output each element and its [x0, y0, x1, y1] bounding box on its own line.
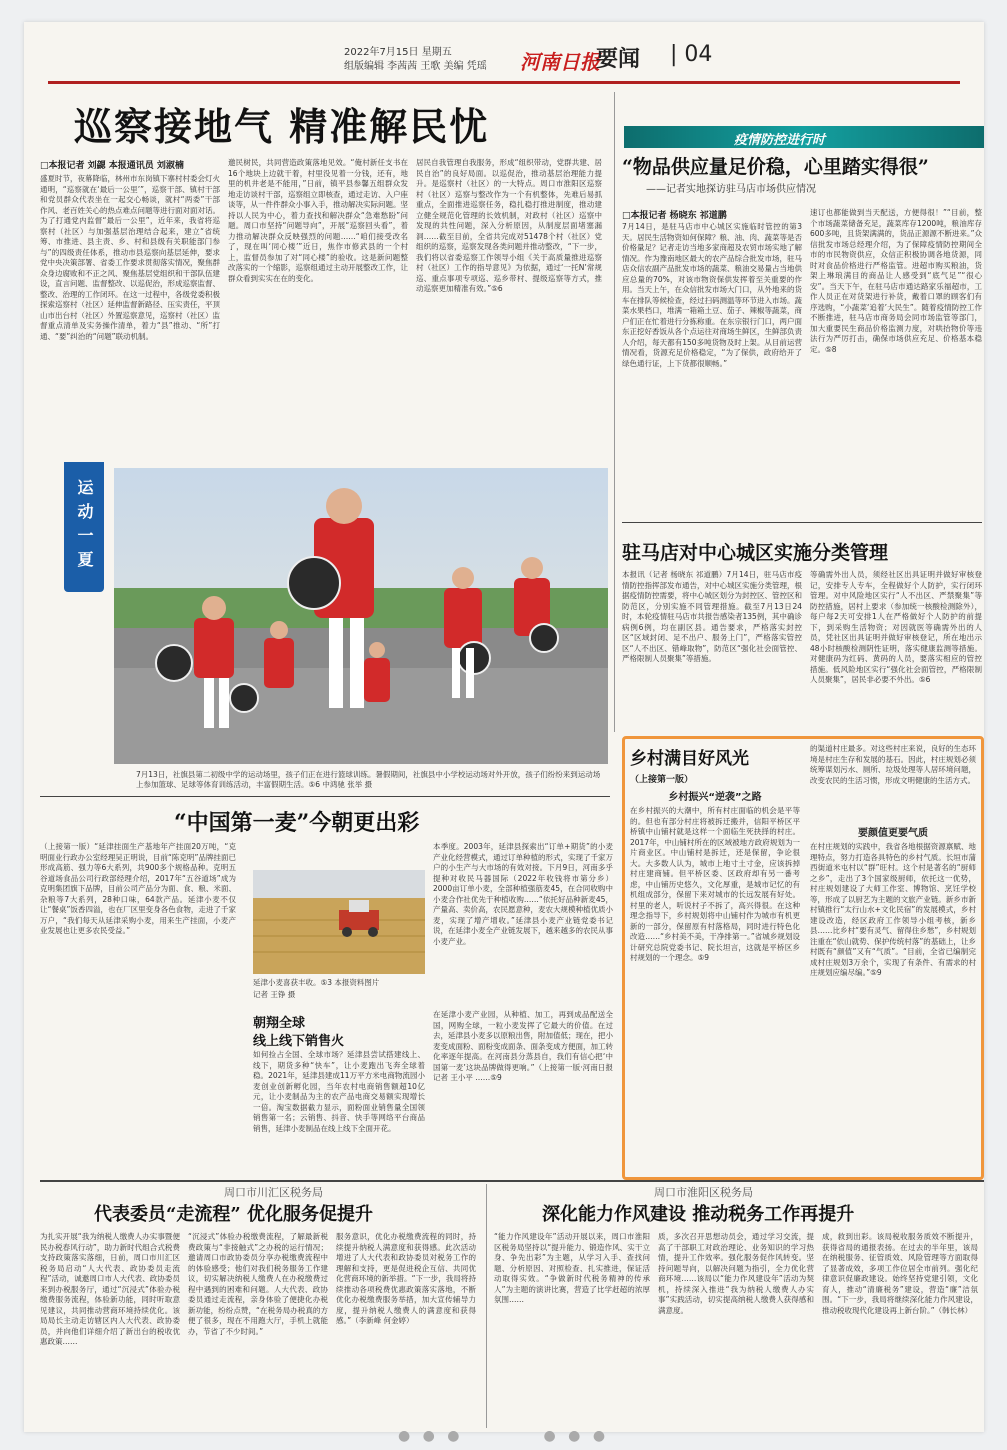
- bottom-rule: [40, 1180, 984, 1182]
- article3-title: 驻马店对中心城区实施分类管理: [622, 542, 889, 564]
- date-line: 2022年7月15日 星期五: [344, 47, 452, 58]
- article4-col3: 在延津小麦产业园，从种植、加工，再到成品配送全国，网购全球，一粒小麦发挥了它最大的价值。在过去，延津县小麦多以原粮出售，附加值低；现在，把小麦变成面粉、面粉变成面条、面条变成方便面，加工转化率逐年提高。在河南县分蒸县自，我们有信心把‘中国第一麦’这块品牌做得更响。”（上接第一版·河南日报记者 王小平 ……⑤9: [433, 1010, 613, 1082]
- wheat-photo-credit: 记者 王铮 摄: [253, 990, 296, 999]
- article4-sidebar-title: 朝翔全球: [253, 1016, 306, 1031]
- column-divider: [486, 1184, 487, 1428]
- article7-title: 深化能力作风建设 推动税务工作再提升: [542, 1204, 855, 1225]
- photo1-caption: 7月13日，社旗县第二初级中学的运动场里，孩子们正在进行篮球训练。暑假期间，社旗县中小学校运动场对外开放，孩子们纷纷来到运动场上参加篮球、足球等体育训练活动，丰富假期生活。⑤6 中鸿驰 张举 摄: [136, 770, 601, 789]
- topic-badge: [624, 126, 984, 148]
- editors-line: 组版编辑 李茜茜 王歌 美编 凭瑶: [344, 61, 487, 72]
- section-rule: [40, 796, 610, 797]
- article5-col2b: 在村庄规划的实践中，我省各地根据资源禀赋、地理特点，努力打造各具特色的乡村气质。长垣市蒲西街道米屯村以“群”旺村。这个村是著名的“厨师之乡”，走出了3个国家级厨师，依托这一优势，村庄规划建设了大师工作室、博物馆、烹饪学校等，形成了以厨艺为主题的文旅产业链。新乡市新村镇推行“太行山水+文化民宿”的发展模式，乡村建设改造，经区政府工作领导小组考核，新乡县……比乡村“要有灵气、留得住乡愁”，乡村规划注重在“依山就势、保护传统村落”的基础上，让乡村既有“颜值”又有“气质”。“目前，全省已编制完成村庄规划3万余个，实现了有条件、有需求的村庄规划应编尽编。”⑤9: [810, 842, 976, 977]
- article4-sidebar-subtitle: 线上线下销售火: [253, 1034, 345, 1049]
- article6-col2: “沉浸式”体验办税缴费流程，了解最新税费政策与“非接触式”之办税的运行情况；邀请周口市政协委员分享办税缴费流程中的体验感受；他们对我们税务服务工作建议，切实解决纳税人缴费人在办税缴费过程中遇到的困难和问题。人大代表、政协委员通过走流程，亲身体验了便捷化办税新功能，纷纷点赞，“在税务局办税真的方便了很多，现在不用跑大厅，手机上就能办，节省了不少时间。”: [188, 1232, 328, 1336]
- article2-col1: 7月14日，是驻马店市中心城区实施临时管控的第3天。居民生活物资如何保障？粮、油、肉、蔬菜等是否价格量足？记者走访当地多家商超及农贸市场实地了解情况。作为豫南地区最大的农产品综合批发市场，驻马店众信农副产品批发市场的蔬菜、粮油交易量占当地供应总量的70%，对该市物资保供发挥着至关重要的作用。当天上午，在众信批发市场大门口，从外地来的货车在排队等候检查，经过扫码测温等环节进入市场。蔬菜水果档口，堆满一箱箱土豆、茄子、辣椒等蔬菜，商户们正在忙着进行分拣称重。在东宗银行门口，两户面东正挖好香饭从各个点运往对商场生鲜区，生鲜部负责人介绍，每天都有150多吨货物及时上架。从目前运营情况看，货源充足价格稳定，“为了保供，政府给开了绿色通行证，上下货都很顺畅。”: [622, 222, 802, 368]
- page-indicator-dots: ● ● ● ● ● ●: [397, 1428, 610, 1444]
- article4-title: “中国第一麦”今朝更出彩: [174, 810, 420, 836]
- article7-col3: 成，救到出彩。该局税收服务质效不断提升，获得省局的通报表扬。在过去的半年里，该局在纳税服务、征管质效、风险管理等方面取得了显著成效，多项工作位居全市前列。强化纪律意识促廉政建设。始终坚持党建引领，文化育人，推动“清廉税务”建设，营造“廉”洁氛围。“下一步，我局将继续深化能力作风建设，推动税收现代化建设再上新台阶。”（韩长林）: [822, 1232, 978, 1315]
- masthead: [48, 36, 960, 84]
- article6-col3: 服务意识，优化办税缴费流程的同时，持续提升纳税人满意度和获得感。此次活动增进了人大代表和政协委员对税务工作的理解和支持，更是促进税企互信、共同优化营商环境的新举措。“下一步，我局将持续推动各项税费优惠政策落实落地，不断优化办税缴费服务举措，加大宣传辅导力度，提升纳税人缴费人的满意度和获得感。”（李新峰 何金婷）: [336, 1232, 476, 1325]
- article1-col3: 居民自我管理自我服务，形成“组织带动，党群共建、居民自治”的良好局面。以巡促治，推动基层治理能力提升。是巡察村（社区）的一大特点。周口市淮阳区巡察村（社区）巡察与整改作为一个有机整体，先难后易抓重点，全面推进巡察任务，稳扎稳打推进制度，推动建立健全规范化管理的长效机制，对政村（社区）巡察中发现的共性问题，深入分析原因，从制度层面堵塞漏洞……截至目前，全省共完成对51478个村（社区）党组织的巡察，巡察发现各类问题并推动整改，“下一步，我们将以省委巡察工作领导小组《关于高质量推进巡察村（社区）工作的指导意见》为依据，通过‘一托N’常规巡、重点事项专项巡、巡乡带村、提级巡察等方式，推动巡察更加精准有效。”⑤6: [416, 158, 602, 293]
- article7-col2: 质，多次召开思想动员会，通过学习交流，提高了干部职工对政治理论、业务知识的学习热情，提升工作效率。强化服务促作风转变。坚持问题导向，以解决问题为指引，全力优化营商环境……该局以“能力作风建设年”活动为契机，持续深入推进“我为纳税人缴费人办实事”实践活动，切实提高纳税人缴费人获得感和满意度。: [658, 1232, 814, 1315]
- article7-col1: “能力作风建设年”活动开展以来，周口市淮阳区税务局坚持以“提升能力、锻造作风、实干立身、争先出彩”为主题，从学习入手、查找问题、分析原因、对照检查、扎实推进，保证活动取得实效。“争做新时代税务精神的传承人”为主题的演讲比赛，营造了比学赶超的浓厚氛围……: [494, 1232, 650, 1304]
- wheat-harvest-photo: [253, 870, 425, 974]
- newspaper-logo: 河南日报: [520, 50, 600, 74]
- article5-title: 乡村满目好风光: [630, 749, 749, 769]
- article2-subtitle: ——记者实地探访驻马店市场供应情况: [646, 184, 816, 195]
- article6-title: 代表委员“走流程” 优化服务促提升: [94, 1204, 373, 1225]
- article6-dept: 周口市川汇区税务局: [224, 1186, 323, 1199]
- topic-badge-label: 疫情防控进行时: [734, 133, 826, 148]
- article5-subtitle1: 乡村振兴“逆袭”之路: [668, 792, 762, 803]
- article5-col1: 在乡村振兴的大潮中，所有村庄面临的机会是平等的。但也有部分村庄将被拆迁搬并，信阳平桥区平桥镇中山铺村就是这样一个面临生死抉择的村庄。2017年，中山铺村所在的区域被地方政府规划为一片商业区。中山铺村是拆迁，还是保留，争论很大。大多数人认为，城市上地寸土寸金，应该拆掉村庄建商铺。但平桥区委、区政府却有另一番考虑，中山铺历史悠久，文化厚重，是城市记忆的有机组成部分，保留下来对城市的长远发展有好处。村里的老人，听说村子不拆了，高兴得很。在这种理念指导下，乡村规划将中山铺村作为城市有机更新的一部分，保留原有村落格局，同时进行特色化改造……“乡村美不美，干净排第一。”省城乡规划设计研究总院党委书记、院长坦言，这就是平桥区乡村规划的一个理念。⑤9: [630, 806, 800, 962]
- article4-sidebar-text: 如何捡占全国、全球市场？延津县尝试搭建线上、线下，期货多种“快车”，让小麦跑出飞奔全球着稳。2021年，延津县建成11万平方米电商物流园小麦创业创新孵化园，当年农村电商销售额超10亿元，让小麦制品为主的农产品电商交易额实现增长一倍。淘宝数据截力显示，面粉面业销售量全国领销售第一名；云销售、抖音、快手等网络平台商品销售，延津小麦制品在线上线下全面开花。: [253, 1050, 425, 1133]
- article3-col1: 本报讯（记者 杨晓东 祁道鹏）7月14日，驻马店市疫情防控指挥部发布通告，对中心城区实施分类管理，根据疫情防控需要，将中心城区划分为封控区、管控区和防范区，分别实施不同管理措施。截至7月13日24时，本轮疫情驻马店市共报告感染者135例，其中确诊病例6例，均在副区县。通告要求，严格落实封控区“区域封闭、足不出户、服务上门”，严格落实管控区“人不出区、错峰取物”，防范区“强化社会面管控、严格限制人员聚集”等措施。: [622, 570, 802, 663]
- wheat-photo-caption: 延津小麦喜获丰收。⑤3 本报资料图片: [253, 978, 380, 987]
- article5-lead: （上接第一版）: [630, 775, 694, 785]
- newspaper-page: [24, 22, 984, 1432]
- wheat-harvest-illustration: [253, 870, 425, 974]
- basketball-photo-illustration: [114, 468, 608, 764]
- article4-col2: 本季度。2003年，延津县探索出“订单+期货”的小麦产业化经营模式，通过订单种植的形式，实现了千家万户的小生产与大市场的有效对接。下月9日，河南多乎提种对收民马器国际（2022年收钱将市第分乡）2000亩订单小麦，全部种植强筋麦45，在合同收购中小麦合作社优先于种植收购……“依托好品种新麦45，产量高、卖价高，农民愿意种，麦农大规模种植优质小麦，实现了增产增收。”延津县小麦产业链党委书记说，在延津小麦全产业链发展下，越来越多的农民从事小麦产业。: [433, 842, 613, 946]
- article7-dept: 周口市淮阳区税务局: [654, 1186, 753, 1199]
- article2-col2: 速订也都能做到当天配送，方便得很！”“目前，整个市场蔬菜储备充足，蔬菜库存1200吨，粮油库存600多吨，且货架满满的，货品正源源不断进来。”众信批发市场总经理介绍，为了保障疫情防控期间全市的市民物资供应，众信正积极协调各地货源，同时对食品价格进行严格监管。进超市购买粮油，货架上琳琅满目的商品让人感受到“底气足”“很心安”。当天下午，在驻马店市通达路家乐福超市，工作人员正在对货架进行补货，戴着口罩的顾客们有序选购，“小蔬菜‘追着’大民生”。随着疫情防控工作不断推进，驻马店市商务局会同市场监管等部门，加大重要民生商品价格监测力度，对哄抬物价等违法行为严厉打击，确保市场供应充足、价格基本稳定。⑤8: [810, 208, 982, 354]
- article1-title: 巡察接地气 精准解民忧: [74, 104, 490, 149]
- section-name: 要闻: [596, 47, 641, 72]
- article1-col1: 盛夏时节，夜幕降临，林州市东岗镇下寨村村委会灯火通明，“巡察就在‘最后一公里’”，巡察干部、镇村干部和党员群众代表坐在一起交心畅谈，就村“两委”干部作风、老百姓关心的热点难点问题等进行面对面对话。为了打通党内监督“最后一公里”，近年来，我省将巡察村（社区）与加强基层治理结合起来，建立“省统筹、市推进、县主责、乡、村和县级有关职能部门参与”的四级责任体系，推动市县巡察向基层延伸，要求党中央决策部署、省委工作要求贯彻落实情况，聚焦群众身边腐败和不正之风、聚焦基层党组织和干部队伍建设，直言问题、监督整改、以巡促治，形成巡察监督、整改、治理的工作闭环。在这一过程中，各级党委积极探索巡察村（社区）延伸监督新路径、压实责任，平顶山市出台村（社区）外置巡察意见，巡察村（社区）监督重点清单及实务操作清单，着力“县”推动、“所”打通、“要”纠治的“问题”联动机制。: [40, 174, 220, 341]
- column-divider: [614, 92, 615, 732]
- page-number-value: 04: [684, 42, 713, 67]
- article5-subtitle2: 要颜值更要气质: [858, 828, 928, 839]
- article1-byline: □本报记者 刘勰 本报通讯员 刘淑楠: [40, 161, 184, 171]
- basketball-photo: [114, 468, 608, 764]
- article1-col2: 邀民树民，共同营造政策落地见效。“俺村新任支书在16个地块上边就干着，村里没见着一分钱，还有，地里的机井老是不能用，”日前，镇平县参馨五组群众发地走访谈村干部，巡察组立即核查，通过走访、入户座谈等，从一件件群众小事入手，推动解决实际问题。坚持以人民为中心，着力查找和解决群众“急难愁盼”问题。周口市坚持“问题导向”，开展“巡察回头看”，着力推动解决群众反映强烈的问题……“咱们接受改名了，现在叫‘同心楼’”近日，焦作市修武县的一个村上，监督员参加了对“同心楼”的验收。这是新问题整改落实的一个缩影，巡察组通过主动开展整改工作，让群众看到实实在在的变化。: [228, 158, 408, 283]
- article3-col2: 等确需外出人员，须经社区出具证明并做好审核登记，安排专人专车，全程做好个人防护，实行闭环管理。对中风险地区实行“人不出区、严禁聚集”等防控措施，居村上要求（参加统一核酸检测除外），每户每2天可安排1人在严格做好个人防护的前提下，到采购生活物资；对因就医等确需外出的人员，凭社区出具证明并做好审核登记，所在地出示48小时核酸检测阴性证明，落实健康监测等措施。对健康码为红码、黄码的人员，要落实相应的管控措施。低风险地区实行“强化社会面管控，严格限制人员聚集”，居民非必要不外出。⑤6: [810, 570, 982, 684]
- masthead-meta: [344, 46, 487, 74]
- page-number: | 04: [670, 42, 713, 67]
- article6-col1: 为扎实开展“我为纳税人缴费人办实事暨便民办税春风行动”，助力新时代组合式税费支持政策落实落细，日前，周口市川汇区税务局启动“人大代表、政协委员走流程”活动，诚邀周口市人大代表、政协委员来到办税服务厅，通过“沉浸式”体验办税缴费服务流程，体验新功能，同时听取意见建议，共同推动营商环境持续优化。该局局长主动走访辖区内人大代表、政协委员，并向他们详细介绍了新出台的税收优惠政策……: [40, 1232, 180, 1346]
- section-side-tag: 运动一夏: [64, 462, 104, 592]
- article4-col1: （上接第一版）“延津挂面生产基地年产挂面20万吨，“克明面业行政办公室经理吴正明说，目前“陈克明”品牌挂面已形成高筋、强力等6大系列，共900多个规格品种。克明五谷道场食品公司行政部经理介绍，2017年“五谷道场”成为克明集团旗下品牌，目前公司产品分为面、食、粮、米面、杂粮等7大系列，28种口味，64款产品。延津小麦不仅让“餐桌”饭香四溢，也在厂区里变身各色食物，走进了千家万户，“我们每天从延津采购小麦，用来生产挂面，小麦产业发展也让更多农民受益。”: [40, 842, 236, 935]
- article5-col2: 的渠道村庄最多。对这些村庄来说，良好的生态环境是村庄生存和发展的基石。因此，村庄规划必须统筹谋划污水、厕所、垃圾处理等人居环境问题，改变农民的生活习惯，形成文明健康的生活方式。: [810, 744, 976, 785]
- article2-title: “物品供应量足价稳，心里踏实得很”: [622, 156, 929, 178]
- section-rule: [622, 522, 982, 523]
- article2-byline: □本报记者 杨晓东 祁道鹏: [622, 211, 727, 221]
